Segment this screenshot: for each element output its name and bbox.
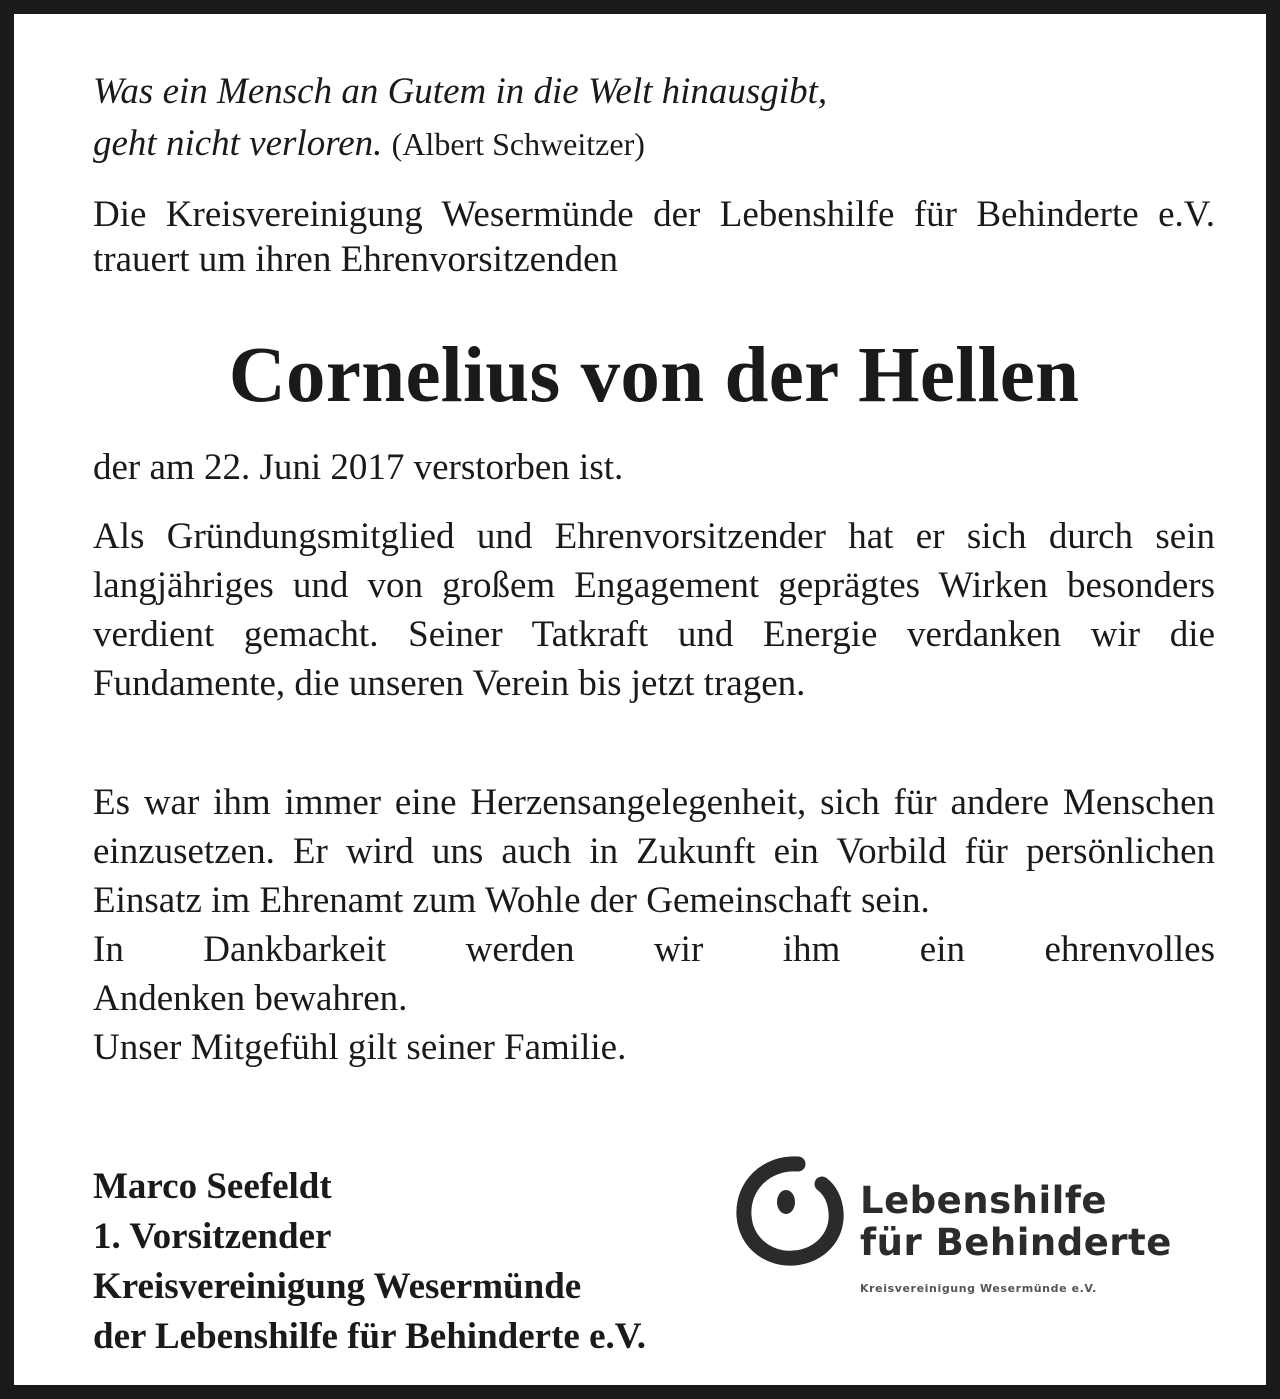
signer-role: 1. Vorsitzender — [93, 1216, 332, 1257]
logo-line-1: Lebenshilfe — [860, 1179, 1108, 1222]
quote-line-2-text: geht nicht verloren. — [93, 123, 383, 164]
deceased-name: Cornelius von der Hellen — [228, 332, 1080, 419]
tribute-paragraph-2 — [93, 778, 1215, 1072]
lebenshilfe-logo — [736, 1156, 1206, 1306]
signer-name: Marco Seefeldt — [93, 1166, 332, 1207]
signature-block — [93, 1162, 793, 1362]
tribute-paragraph-1: Als Gründungsmitglied und Ehrenvorsitzender hat er sich durch sein langjähriges und von großem Engagement geprägtes Wirken besonders verdient gemacht. Seiner Tatkraft und Energie verdanken wir die Fundamente, die unseren Verein bis jetzt tragen. — [93, 516, 1215, 704]
death-date-line: der am 22. Juni 2017 verstorben ist. — [93, 447, 624, 488]
signer-org-line-2: der Lebenshilfe für Behinderte e.V. — [93, 1316, 646, 1357]
quote-line-1: Was ein Mensch an Gutem in die Welt hinausgibt, — [93, 71, 828, 112]
thanks-line-1: In Dankbarkeit werden wir ihm ein ehrenvolles — [93, 929, 1215, 970]
logo-line-2: für Behinderte — [860, 1221, 1172, 1264]
signer-org-line-1: Kreisvereinigung Wesermünde — [93, 1266, 582, 1307]
quote-block — [93, 66, 1215, 170]
thanks-line-2: Andenken bewahren. — [93, 978, 408, 1019]
lebenshilfe-logo-icon — [736, 1156, 848, 1268]
quote-line-2 — [93, 118, 1215, 170]
quote-author: (Albert Schweitzer) — [391, 126, 645, 162]
tribute-paragraph-2-text: Es war ihm immer eine Herzensangelegenheit, sich für andere Menschen einzusetzen. Er wird uns auch in Zukunft ein Vorbild für persönlichen Einsatz im Ehrenamt zum Wohle der Gemeinschaft sein. — [93, 782, 1215, 921]
logo-subtitle: Kreisvereinigung Wesermünde e.V. — [860, 1282, 1097, 1295]
intro-text: Die Kreisvereinigung Wesermünde der Lebenshilfe für Behinderte e.V. trauert um ihren Ehrenvorsitzenden — [93, 194, 1215, 280]
logo-wordmark — [860, 1180, 1172, 1264]
sympathy-line: Unser Mitgefühl gilt seiner Familie. — [93, 1027, 627, 1068]
